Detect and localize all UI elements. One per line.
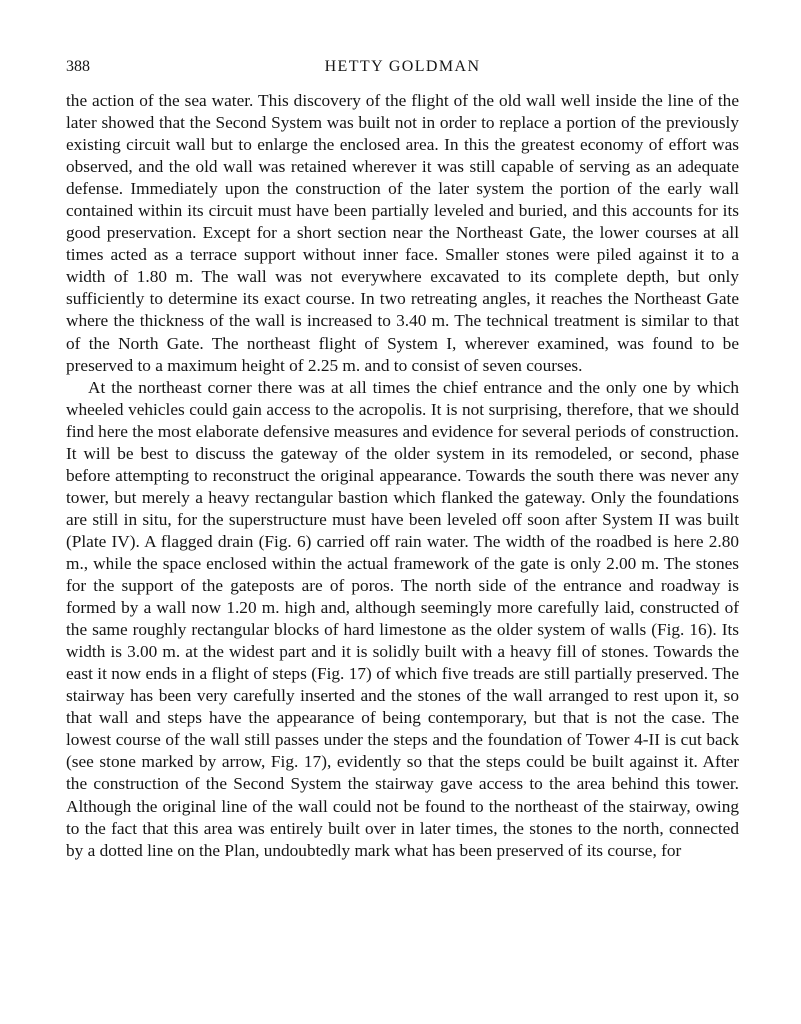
running-title: HETTY GOLDMAN	[324, 58, 481, 75]
page-number: 388	[66, 58, 90, 75]
paragraph-continued: the action of the sea water. This discovery of the flight of the old wall well inside the line of the later showed that the Second System was built not in order to replace a portion of the previously existing circuit wall but to enlarge the enclosed area. In this the greatest economy of effort was observed, and the old wall was retained wherever it was still capable of serving as an adequate defense. Immediately upon the construction of the later system the portion of the early wall contained within its circuit must have been partially leveled and buried, and this accounts for its good preservation. Except for a short section near the Northeast Gate, the lower courses at all times acted as a terrace support without inner face. Smaller stones were piled against it to a width of 1.80 m. The wall was not everywhere excavated to its complete depth, but only sufficiently to determine its exact course. In two retreating angles, it reaches the Northeast Gate where the thickness of the wall is increased to 3.40 m. The technical treatment is similar to that of the North Gate. The northeast flight of System I, wherever examined, was found to be preserved to a maximum height of 2.25 m. and to consist of seven courses.	[66, 91, 739, 375]
body-text	[66, 90, 739, 862]
paragraph-northeast-gate: At the northeast corner there was at all times the chief entrance and the only one by which wheeled vehicles could gain access to the acropolis. It is not surprising, therefore, that we should find here the most elaborate defensive measures and evidence for several periods of construction. It will be best to discuss the gateway of the older system in its remodeled, or second, phase before attempting to reconstruct the original appearance. Towards the south there was never any tower, but merely a heavy rectangular bastion which flanked the gateway. Only the foundations are still in situ, for the superstructure must have been leveled off soon after System II was built (Plate IV). A flagged drain (Fig. 6) carried off rain water. The width of the roadbed is here 2.80 m., while the space enclosed within the actual framework of the gate is only 2.00 m. The stones for the support of the gateposts are of poros. The north side of the entrance and roadway is formed by a wall now 1.20 m. high and, although seemingly more carefully laid, constructed of the same roughly rectangular blocks of hard limestone as the older system of walls (Fig. 16). Its width is 3.00 m. at the widest part and it is solidly built with a heavy fill of stones. Towards the east it now ends in a flight of steps (Fig. 17) of which five treads are still partially preserved. The stairway has been very carefully inserted and the stones of the wall arranged to rest upon it, so that wall and steps have the appearance of being contemporary, but that is not the case. The lowest course of the wall still passes under the steps and the foundation of Tower 4-II is cut back (see stone marked by arrow, Fig. 17), evidently so that the steps could be built against it. After the construction of the Second System the stairway gave access to the area behind this tower. Although the original line of the wall could not be found to the northeast of the stairway, owing to the fact that this area was entirely built over in later times, the stones to the north, connected by a dotted line on the Plan, undoubtedly mark what has been preserved of its course, for	[66, 377, 739, 860]
running-header	[66, 52, 739, 80]
